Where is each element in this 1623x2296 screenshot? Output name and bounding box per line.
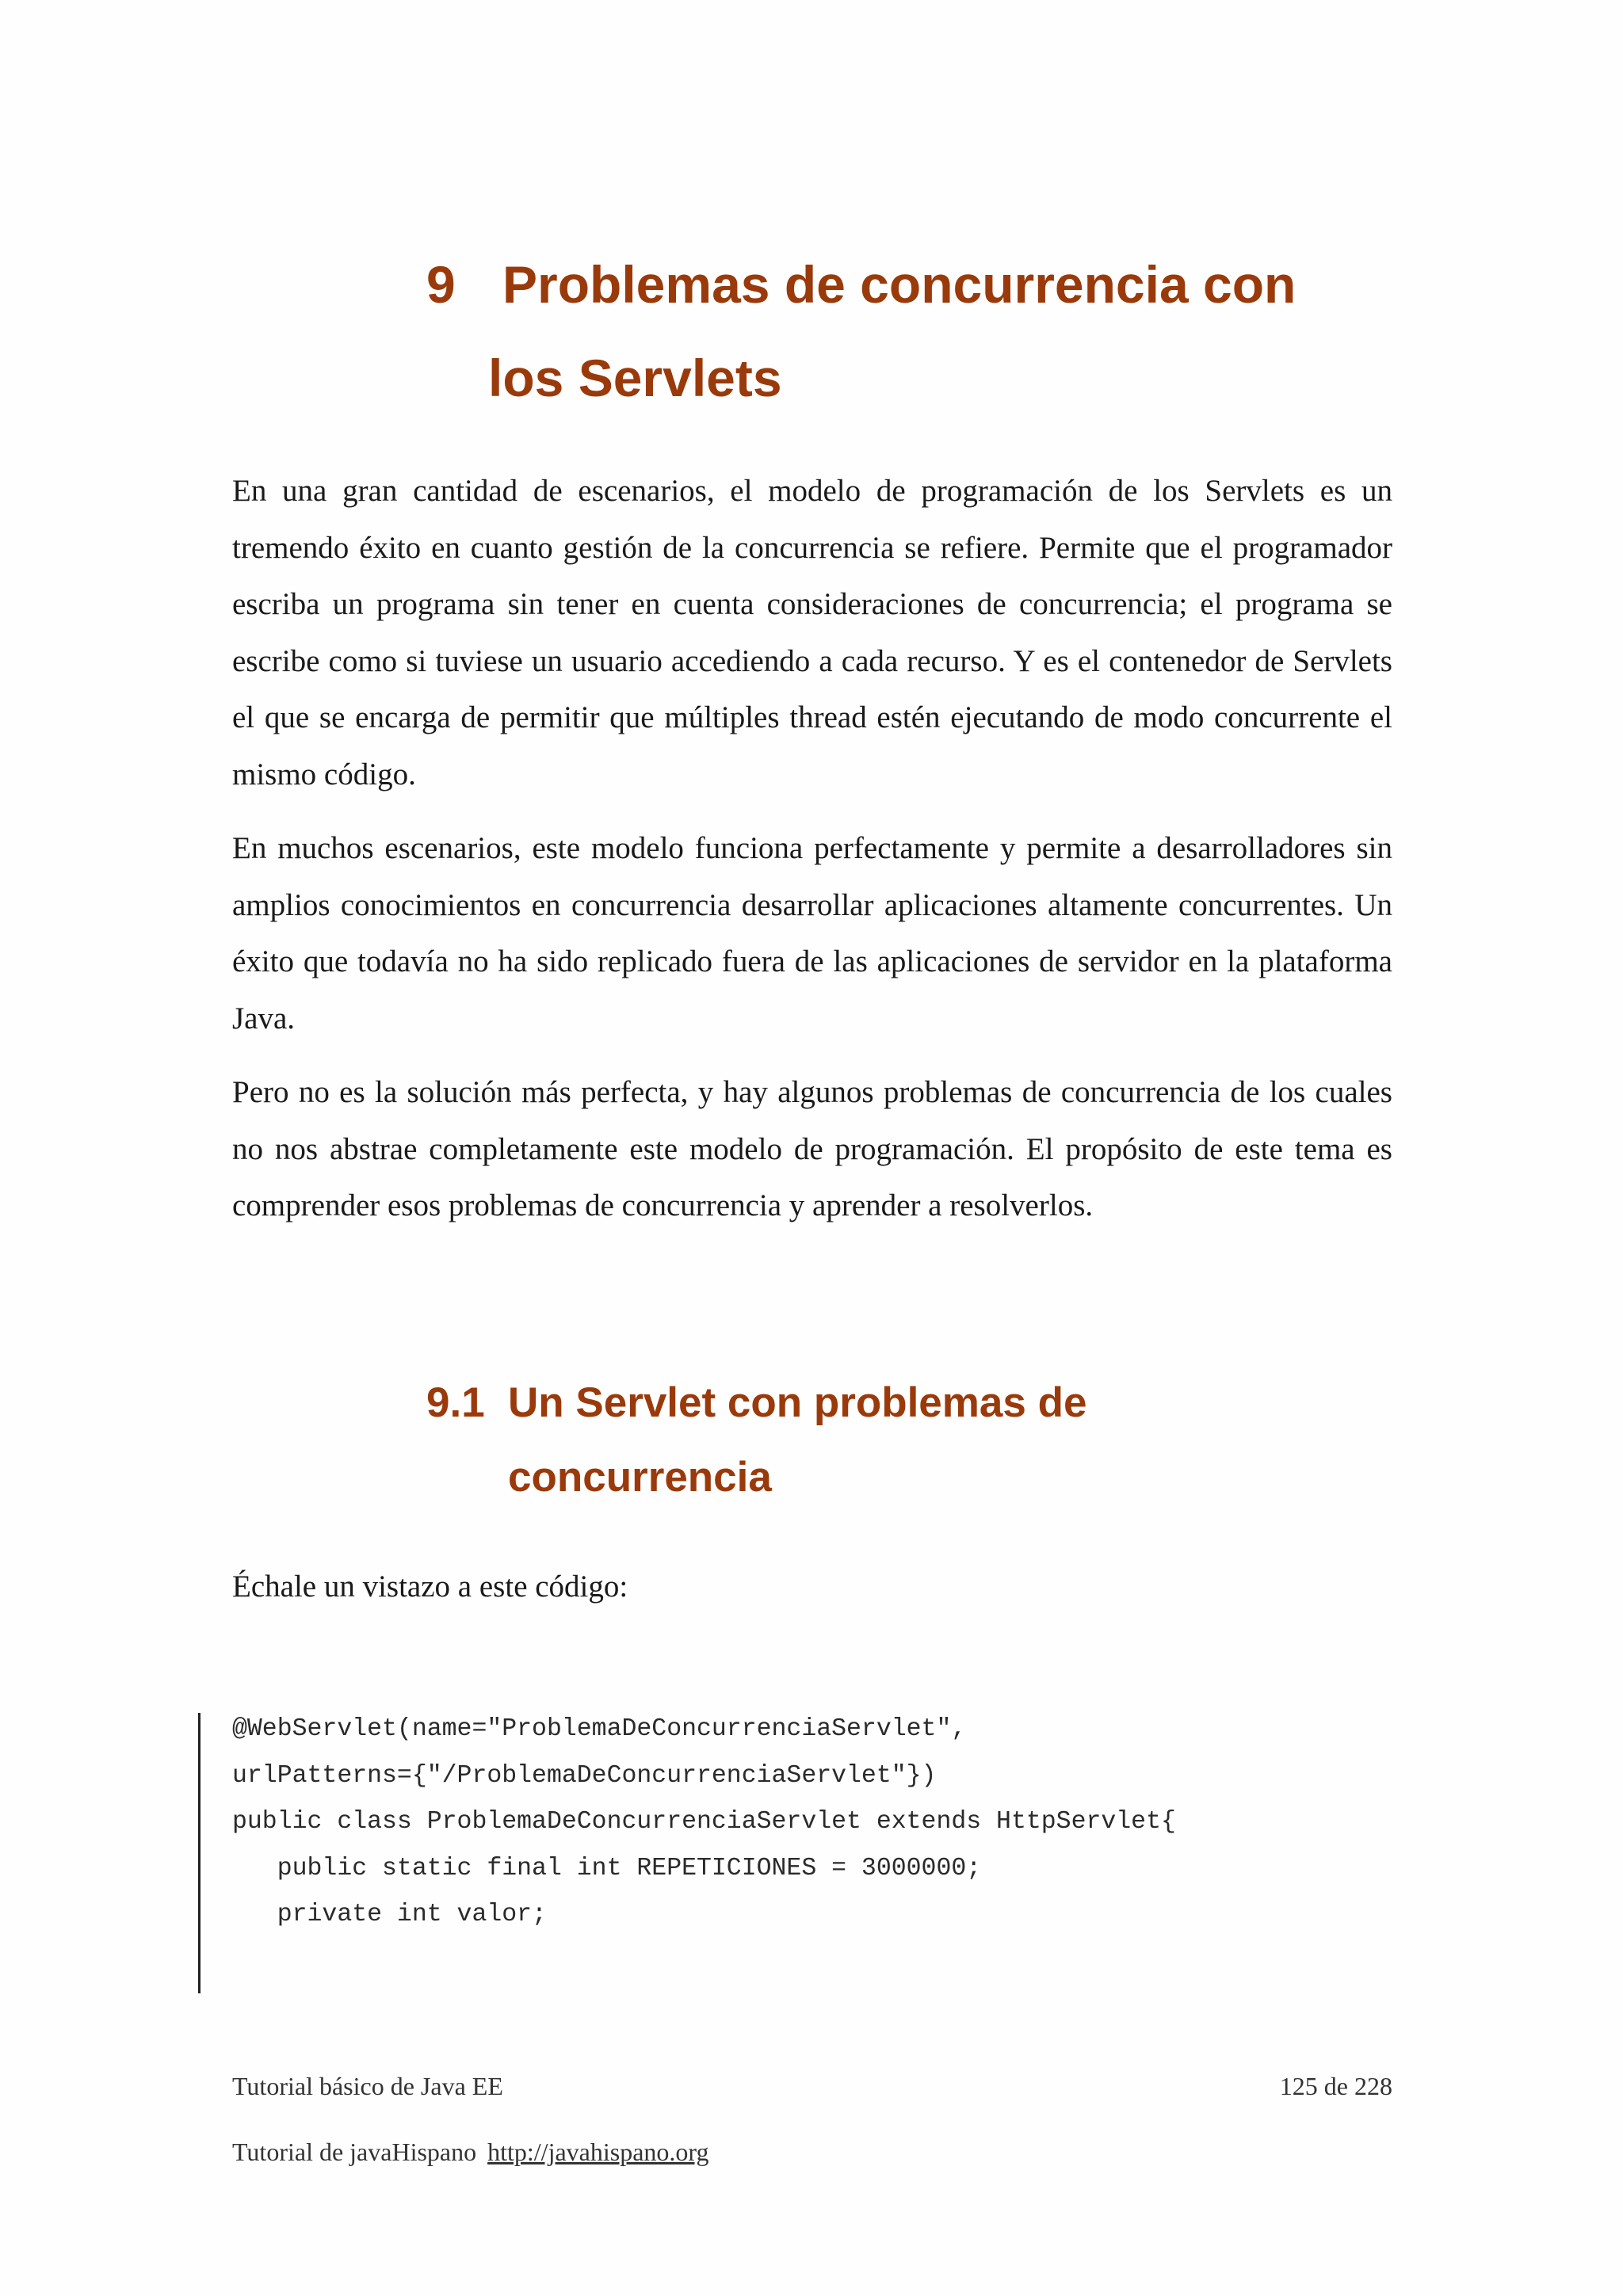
footer-website-link[interactable]: http://javahispano.org bbox=[487, 2138, 709, 2166]
code-line: private int valor; bbox=[232, 1901, 547, 1928]
paragraph-1: En una gran cantidad de escenarios, el modelo de programación de los Servlets es un tremendo éxito en cuanto gestión de la concurrencia se refiere. Permite que el programador escriba un programa sin tener en cuenta consideraciones de concurrencia; el programa se escribe como si tuviese un usuario accediendo a cada recurso. Y es el contenedor de Servlets el que se encarga de permitir que múltiples thread estén ejecutando de modo concurrente el mismo código. bbox=[232, 474, 1392, 791]
section-number: 9.1 bbox=[426, 1379, 485, 1426]
footer-page-number: 125 de 228 bbox=[1279, 2072, 1392, 2100]
code-line: public class ProblemaDeConcurrenciaServlet extends HttpServlet{ bbox=[232, 1808, 1176, 1836]
chapter-title-line1: Problemas de concurrencia con bbox=[502, 255, 1296, 314]
code-line: @WebServlet(name="ProblemaDeConcurrenciaServlet", bbox=[232, 1715, 967, 1743]
chapter-title-line2: los Servlets bbox=[488, 349, 782, 407]
footer-publisher-line bbox=[232, 2138, 708, 2167]
chapter-number: 9 bbox=[426, 255, 456, 314]
paragraph-3: Pero no es la solución más perfecta, y hay algunos problemas de concurrencia de los cuales no nos abstrae completamente este modelo de programación. El propósito de este tema es comprender esos problemas de concurrencia y aprender a resolverlos. bbox=[232, 1075, 1392, 1222]
section-title-line2: concurrencia bbox=[508, 1454, 772, 1501]
footer-publisher-text: Tutorial de javaHispano bbox=[232, 2138, 477, 2166]
code-line: public static final int REPETICIONES = 3000000; bbox=[232, 1854, 982, 1882]
section-title-line1: Un Servlet con problemas de bbox=[508, 1379, 1087, 1426]
code-block bbox=[232, 1707, 1176, 1939]
paragraph-2: En muchos escenarios, este modelo funciona perfectamente y permite a desarrolladores sin amplios conocimientos en concurrencia desarrollar aplicaciones altamente concurrentes. Un éxito que todavía no ha sido replicado fuera de las aplicaciones de servidor en la plataforma Java. bbox=[232, 831, 1392, 1035]
code-block-rule bbox=[198, 1713, 200, 1993]
footer-book-title: Tutorial básico de Java EE bbox=[232, 2072, 503, 2100]
code-intro-text: Échale un vistazo a este código: bbox=[232, 1569, 628, 1604]
code-line: urlPatterns={"/ProblemaDeConcurrenciaServlet"}) bbox=[232, 1761, 937, 1790]
section-heading bbox=[426, 1366, 1377, 1515]
chapter-heading bbox=[426, 238, 1457, 425]
